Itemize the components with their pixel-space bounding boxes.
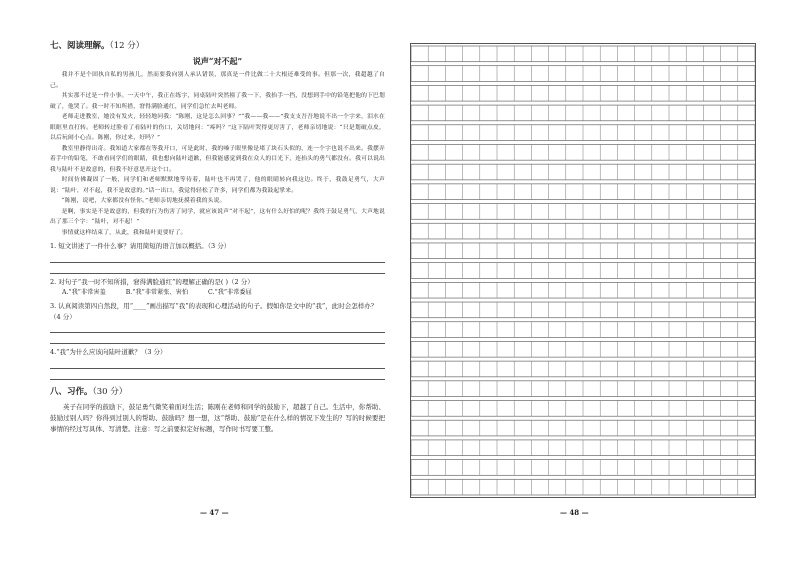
story-paragraph: 我并不是个固执自私的男孩儿，然而要我向别人承认错误，那真是一件比做二十大根还难受的事。但那一次，我超越了自己。: [50, 72, 385, 89]
question-2-options: [62, 288, 385, 298]
option-a[interactable]: A.“我”非常害羞: [62, 289, 106, 296]
composition-grid[interactable]: [410, 43, 756, 498]
answer-line[interactable]: [50, 263, 385, 274]
option-b[interactable]: B.“我”非常紧张、害怕: [125, 289, 189, 296]
essay-prompt: 英子在同学的鼓励下，鼓足勇气微笑着面对生活；陈刚在老师和同学的鼓励下，超越了自己。生活中，你帮助、鼓励过别人吗？你得到过别人的帮助、鼓励吗？想一想，这“帮助、鼓励”是在什么样的情况下发生的？写的时候要把事情的经过写具体、写清楚。注意：写之前要拟定好标题，写作时书写要工整。: [50, 402, 385, 433]
answer-line[interactable]: [50, 333, 385, 344]
option-c[interactable]: C.“我”非常委屈: [208, 289, 252, 296]
story-paragraph: “陈刚，说吧，大家都没有怪你。”老师亲切地抚摸着我的头说。: [61, 198, 226, 204]
page-number-left: — 47 —: [200, 508, 229, 517]
page-number-right: — 48 —: [560, 508, 589, 517]
question-3: 3. 认真阅读第四自然段，用“____”画出描写“我”的表现和心理活动的句子。假如你是文中的“我”，此时会怎样办？（4 分）: [50, 302, 378, 321]
story-paragraph: 时间仿佛凝固了一般，同学们和老师默默地等待着，陆叶也不再哭了，他的眼睛转向我这边。终于，我鼓足勇气，大声说：“陆叶，对不起，我不是故意的。”话一出口，我觉得轻松了许多，同学们都为我鼓起掌来。: [50, 177, 385, 194]
answer-line[interactable]: [50, 252, 385, 263]
answer-line[interactable]: [50, 358, 385, 369]
answer-line[interactable]: [50, 322, 385, 333]
section-8-heading: [50, 386, 385, 398]
left-page: [50, 40, 385, 435]
story-title: 说声“对不起”: [192, 56, 243, 66]
story-paragraph: 是啊，事实是不是故意的，但我的行为伤害了同学，就应该说声“对不起”，这有什么好怕的呢？我终于鼓足勇气，大声地说出了那三个字：“陆叶，对不起！”: [50, 208, 385, 225]
story-paragraph: 其实那不过是一件小事。一天中午，我正在练字，同桌陆叶突然撞了我一下，我抬手一挡，没想到手中的铅笔把他的下巴划破了，他哭了。我一时不知所措，窘得满脸通红，同学们急忙去叫老师。: [50, 93, 385, 110]
grid-lines: [411, 44, 755, 497]
story-paragraph: 老师走进教室，她没有发火，轻轻地问我：“陈刚，这是怎么回事？”“我——我——”我支支吾吾地说不出一个字来，泪水在眼眶里直打转。老师转过脸看了看陆叶的伤口，关切地问：“疼吗？”这下陆叶哭得更厉害了，老师亲切地说：“只是划破点皮，以后玩闹小心点。陈刚，你过来，好吗？”: [50, 114, 385, 141]
question-2: 2. 对句子“我一时不知所措，窘得满脸通红”的理解正确的是( )（2 分）: [50, 277, 254, 286]
section-7-heading: [50, 40, 385, 52]
section-7-points: （12 分）: [109, 41, 145, 51]
section-8-points: （30 分）: [92, 386, 128, 397]
section-8-title: 八、习作。: [50, 386, 93, 397]
story-paragraph: 事情就这样结束了，从此，我和陆叶更要好了。: [61, 229, 187, 236]
answer-line[interactable]: [50, 369, 385, 380]
section-7-title: 七、阅读理解。: [50, 41, 110, 51]
question-4: 4.“我”为什么应该向陆叶道歉？（3 分）: [50, 348, 167, 356]
story-paragraph: 教室里静得出奇。我知道大家都在等我开口，可是此时，我的嗓子眼里像是堵了块石头似的，连一个字也说不出来。我摆弄着手中的铅笔，不敢看同学们的眼睛，我也想向陆叶道歉，但我能感觉到我在众人的目光下，连抬头的勇气都没有。我可以说出我与陆叶不是故意的，但我不好意思开这个口。: [50, 145, 385, 173]
question-1: 1. 短文讲述了一件什么事？请用简短的语言加以概括。（3 分）: [50, 242, 231, 250]
